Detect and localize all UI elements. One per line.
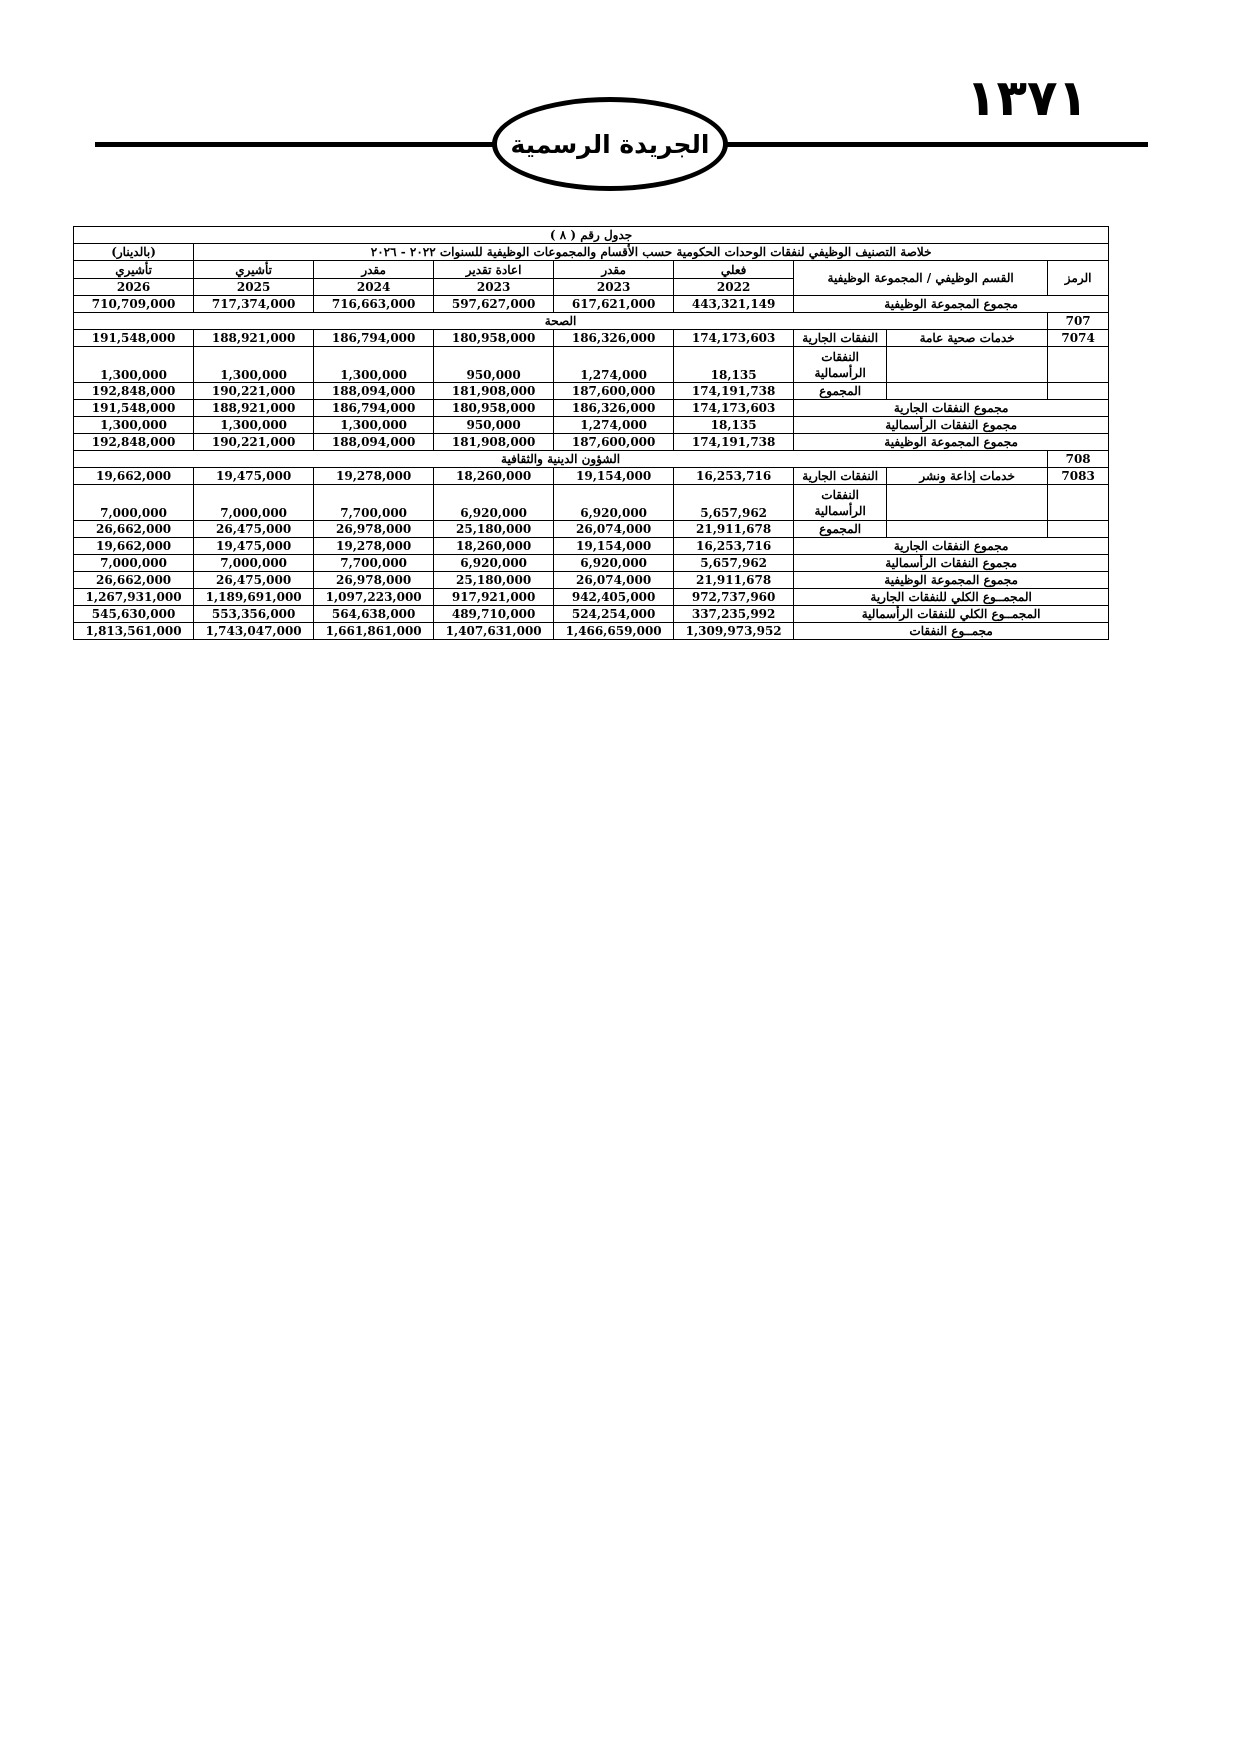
value-cell: 191,548,000	[74, 400, 194, 417]
value-cell: 19,278,000	[314, 468, 434, 485]
value-cell: 19,475,000	[194, 538, 314, 555]
value-cell: 26,662,000	[74, 521, 194, 538]
value-cell: 18,260,000	[434, 468, 554, 485]
row-label: المجمــوع الكلي للنفقات الرأسمالية	[794, 606, 1109, 623]
value-cell: 1,407,631,000	[434, 623, 554, 640]
column-year: 2024	[314, 279, 434, 296]
value-cell: 26,978,000	[314, 572, 434, 589]
value-cell: 25,180,000	[434, 521, 554, 538]
value-cell: 489,710,000	[434, 606, 554, 623]
value-cell: 7,000,000	[74, 485, 194, 521]
table-title: خلاصة التصنيف الوظيفي لنفقات الوحدات الحكومية حسب الأقسام والمجموعات الوظيفية للسنوات ٢٠٢٢ - ٢٠٢٦	[194, 244, 1109, 261]
current-expenses-row	[74, 330, 1109, 347]
value-cell: 186,794,000	[314, 400, 434, 417]
value-cell: 19,475,000	[194, 468, 314, 485]
value-cell: 1,300,000	[194, 347, 314, 383]
value-cell: 942,405,000	[554, 589, 674, 606]
row-type-label: المجموع	[794, 521, 887, 538]
unit-note: (بالدينار)	[74, 244, 194, 261]
value-cell: 1,274,000	[554, 417, 674, 434]
sum-group-row	[74, 434, 1109, 451]
value-cell: 1,661,861,000	[314, 623, 434, 640]
value-cell: 7,000,000	[194, 555, 314, 572]
value-cell: 6,920,000	[554, 555, 674, 572]
value-cell: 19,154,000	[554, 538, 674, 555]
value-cell: 1,300,000	[74, 417, 194, 434]
grand-capital-row	[74, 606, 1109, 623]
empty-cell	[1048, 485, 1109, 521]
column-type: فعلي	[674, 261, 794, 279]
column-type-row	[74, 261, 1109, 279]
row-type-label: النفقات الجارية	[794, 468, 887, 485]
value-cell: 174,173,603	[674, 330, 794, 347]
capital-expenses-row	[74, 485, 1109, 521]
group-code: 7074	[1048, 330, 1109, 347]
value-cell: 181,908,000	[434, 434, 554, 451]
value-cell: 1,300,000	[314, 417, 434, 434]
value-cell: 26,475,000	[194, 572, 314, 589]
section-header-row	[74, 313, 1109, 330]
value-cell: 19,662,000	[74, 538, 194, 555]
row-label: المجمــوع الكلي للنفقات الجارية	[794, 589, 1109, 606]
empty-cell	[887, 347, 1048, 383]
value-cell: 6,920,000	[434, 485, 554, 521]
code-header: الرمز	[1048, 261, 1109, 296]
value-cell: 6,920,000	[434, 555, 554, 572]
value-cell: 597,627,000	[434, 296, 554, 313]
value-cell: 524,254,000	[554, 606, 674, 623]
header-rule-right	[726, 142, 1148, 147]
empty-cell	[1048, 383, 1109, 400]
header-rule-left	[95, 142, 497, 147]
value-cell: 443,321,149	[674, 296, 794, 313]
section-header: القسم الوظيفي / المجموعة الوظيفية	[794, 261, 1048, 296]
value-cell: 18,260,000	[434, 538, 554, 555]
section-name: الصحة	[74, 313, 1048, 330]
page-number: ١٣٧١	[966, 69, 1089, 127]
value-cell: 5,657,962	[674, 555, 794, 572]
row-label: مجمــوع النفقات	[794, 623, 1109, 640]
value-cell: 188,921,000	[194, 400, 314, 417]
value-cell: 7,700,000	[314, 555, 434, 572]
grand-current-row	[74, 589, 1109, 606]
expenditure-table	[73, 226, 1109, 640]
value-cell: 21,911,678	[674, 521, 794, 538]
value-cell: 1,300,000	[74, 347, 194, 383]
value-cell: 19,662,000	[74, 468, 194, 485]
value-cell: 1,274,000	[554, 347, 674, 383]
value-cell: 26,074,000	[554, 521, 674, 538]
value-cell: 545,630,000	[74, 606, 194, 623]
current-expenses-row	[74, 468, 1109, 485]
row-label: مجموع المجموعة الوظيفية	[794, 572, 1109, 589]
value-cell: 19,154,000	[554, 468, 674, 485]
value-cell: 1,097,223,000	[314, 589, 434, 606]
value-cell: 710,709,000	[74, 296, 194, 313]
value-cell: 186,326,000	[554, 330, 674, 347]
value-cell: 950,000	[434, 417, 554, 434]
value-cell: 16,253,716	[674, 538, 794, 555]
column-type: تأشيري	[74, 261, 194, 279]
row-label: مجموع النفقات الجارية	[794, 400, 1109, 417]
value-cell: 7,000,000	[74, 555, 194, 572]
section-code: 707	[1048, 313, 1109, 330]
column-type: مقدر	[314, 261, 434, 279]
column-year: 2022	[674, 279, 794, 296]
value-cell: 1,309,973,952	[674, 623, 794, 640]
group-name: خدمات إذاعة ونشر	[887, 468, 1048, 485]
group-code: 7083	[1048, 468, 1109, 485]
row-type-label: المجموع	[794, 383, 887, 400]
table-title-row	[74, 244, 1109, 261]
section-header-row	[74, 451, 1109, 468]
value-cell: 192,848,000	[74, 434, 194, 451]
value-cell: 174,191,738	[674, 383, 794, 400]
sum-capital-row	[74, 555, 1109, 572]
value-cell: 1,267,931,000	[74, 589, 194, 606]
column-year: 2026	[74, 279, 194, 296]
value-cell: 21,911,678	[674, 572, 794, 589]
value-cell: 716,663,000	[314, 296, 434, 313]
sum-group-row	[74, 572, 1109, 589]
value-cell: 617,621,000	[554, 296, 674, 313]
value-cell: 188,094,000	[314, 434, 434, 451]
value-cell: 25,180,000	[434, 572, 554, 589]
value-cell: 191,548,000	[74, 330, 194, 347]
row-type-label: النفقات الرأسمالية	[794, 485, 887, 521]
column-type: اعادة تقدير	[434, 261, 554, 279]
group-name: خدمات صحية عامة	[887, 330, 1048, 347]
value-cell: 174,191,738	[674, 434, 794, 451]
row-label: مجموع النفقات الجارية	[794, 538, 1109, 555]
row-label: مجموع النفقات الرأسمالية	[794, 417, 1109, 434]
value-cell: 7,000,000	[194, 485, 314, 521]
value-cell: 26,978,000	[314, 521, 434, 538]
value-cell: 181,908,000	[434, 383, 554, 400]
empty-cell	[1048, 521, 1109, 538]
value-cell: 6,920,000	[554, 485, 674, 521]
value-cell: 7,700,000	[314, 485, 434, 521]
value-cell: 1,300,000	[194, 417, 314, 434]
gazette-title: الجريدة الرسمية	[510, 129, 710, 159]
value-cell: 1,300,000	[314, 347, 434, 383]
sum-current-row	[74, 400, 1109, 417]
sum-current-row	[74, 538, 1109, 555]
value-cell: 188,921,000	[194, 330, 314, 347]
value-cell: 1,813,561,000	[74, 623, 194, 640]
column-type: تأشيري	[194, 261, 314, 279]
row-label: مجموع النفقات الرأسمالية	[794, 555, 1109, 572]
value-cell: 186,794,000	[314, 330, 434, 347]
value-cell: 188,094,000	[314, 383, 434, 400]
value-cell: 174,173,603	[674, 400, 794, 417]
value-cell: 26,074,000	[554, 572, 674, 589]
value-cell: 190,221,000	[194, 434, 314, 451]
value-cell: 1,743,047,000	[194, 623, 314, 640]
sum-capital-row	[74, 417, 1109, 434]
value-cell: 190,221,000	[194, 383, 314, 400]
column-year: 2023	[434, 279, 554, 296]
capital-expenses-row	[74, 347, 1109, 383]
value-cell: 187,600,000	[554, 383, 674, 400]
value-cell: 186,326,000	[554, 400, 674, 417]
value-cell: 717,374,000	[194, 296, 314, 313]
table-number-row	[74, 227, 1109, 244]
value-cell: 180,958,000	[434, 400, 554, 417]
value-cell: 1,189,691,000	[194, 589, 314, 606]
value-cell: 5,657,962	[674, 485, 794, 521]
value-cell: 26,475,000	[194, 521, 314, 538]
value-cell: 19,278,000	[314, 538, 434, 555]
row-type-label: النفقات الرأسمالية	[794, 347, 887, 383]
row-type-label: النفقات الجارية	[794, 330, 887, 347]
value-cell: 26,662,000	[74, 572, 194, 589]
value-cell: 18,135	[674, 347, 794, 383]
value-cell: 553,356,000	[194, 606, 314, 623]
value-cell: 337,235,992	[674, 606, 794, 623]
grand-total-row	[74, 623, 1109, 640]
column-year: 2025	[194, 279, 314, 296]
group-total-row	[74, 521, 1109, 538]
section-code: 708	[1048, 451, 1109, 468]
empty-cell	[887, 485, 1048, 521]
empty-cell	[1048, 347, 1109, 383]
row-label: مجموع المجموعة الوظيفية	[794, 296, 1109, 313]
value-cell: 187,600,000	[554, 434, 674, 451]
gazette-title-oval	[492, 97, 728, 191]
empty-cell	[887, 521, 1048, 538]
section-name: الشؤون الدينية والثقافية	[74, 451, 1048, 468]
group-total-row	[74, 383, 1109, 400]
value-cell: 16,253,716	[674, 468, 794, 485]
value-cell: 192,848,000	[74, 383, 194, 400]
value-cell: 950,000	[434, 347, 554, 383]
value-cell: 1,466,659,000	[554, 623, 674, 640]
table-number: جدول رقم ( ٨ )	[74, 227, 1109, 244]
value-cell: 180,958,000	[434, 330, 554, 347]
column-year: 2023	[554, 279, 674, 296]
top-total-row	[74, 296, 1109, 313]
value-cell: 917,921,000	[434, 589, 554, 606]
row-label: مجموع المجموعة الوظيفية	[794, 434, 1109, 451]
value-cell: 18,135	[674, 417, 794, 434]
value-cell: 564,638,000	[314, 606, 434, 623]
value-cell: 972,737,960	[674, 589, 794, 606]
column-type: مقدر	[554, 261, 674, 279]
empty-cell	[887, 383, 1048, 400]
